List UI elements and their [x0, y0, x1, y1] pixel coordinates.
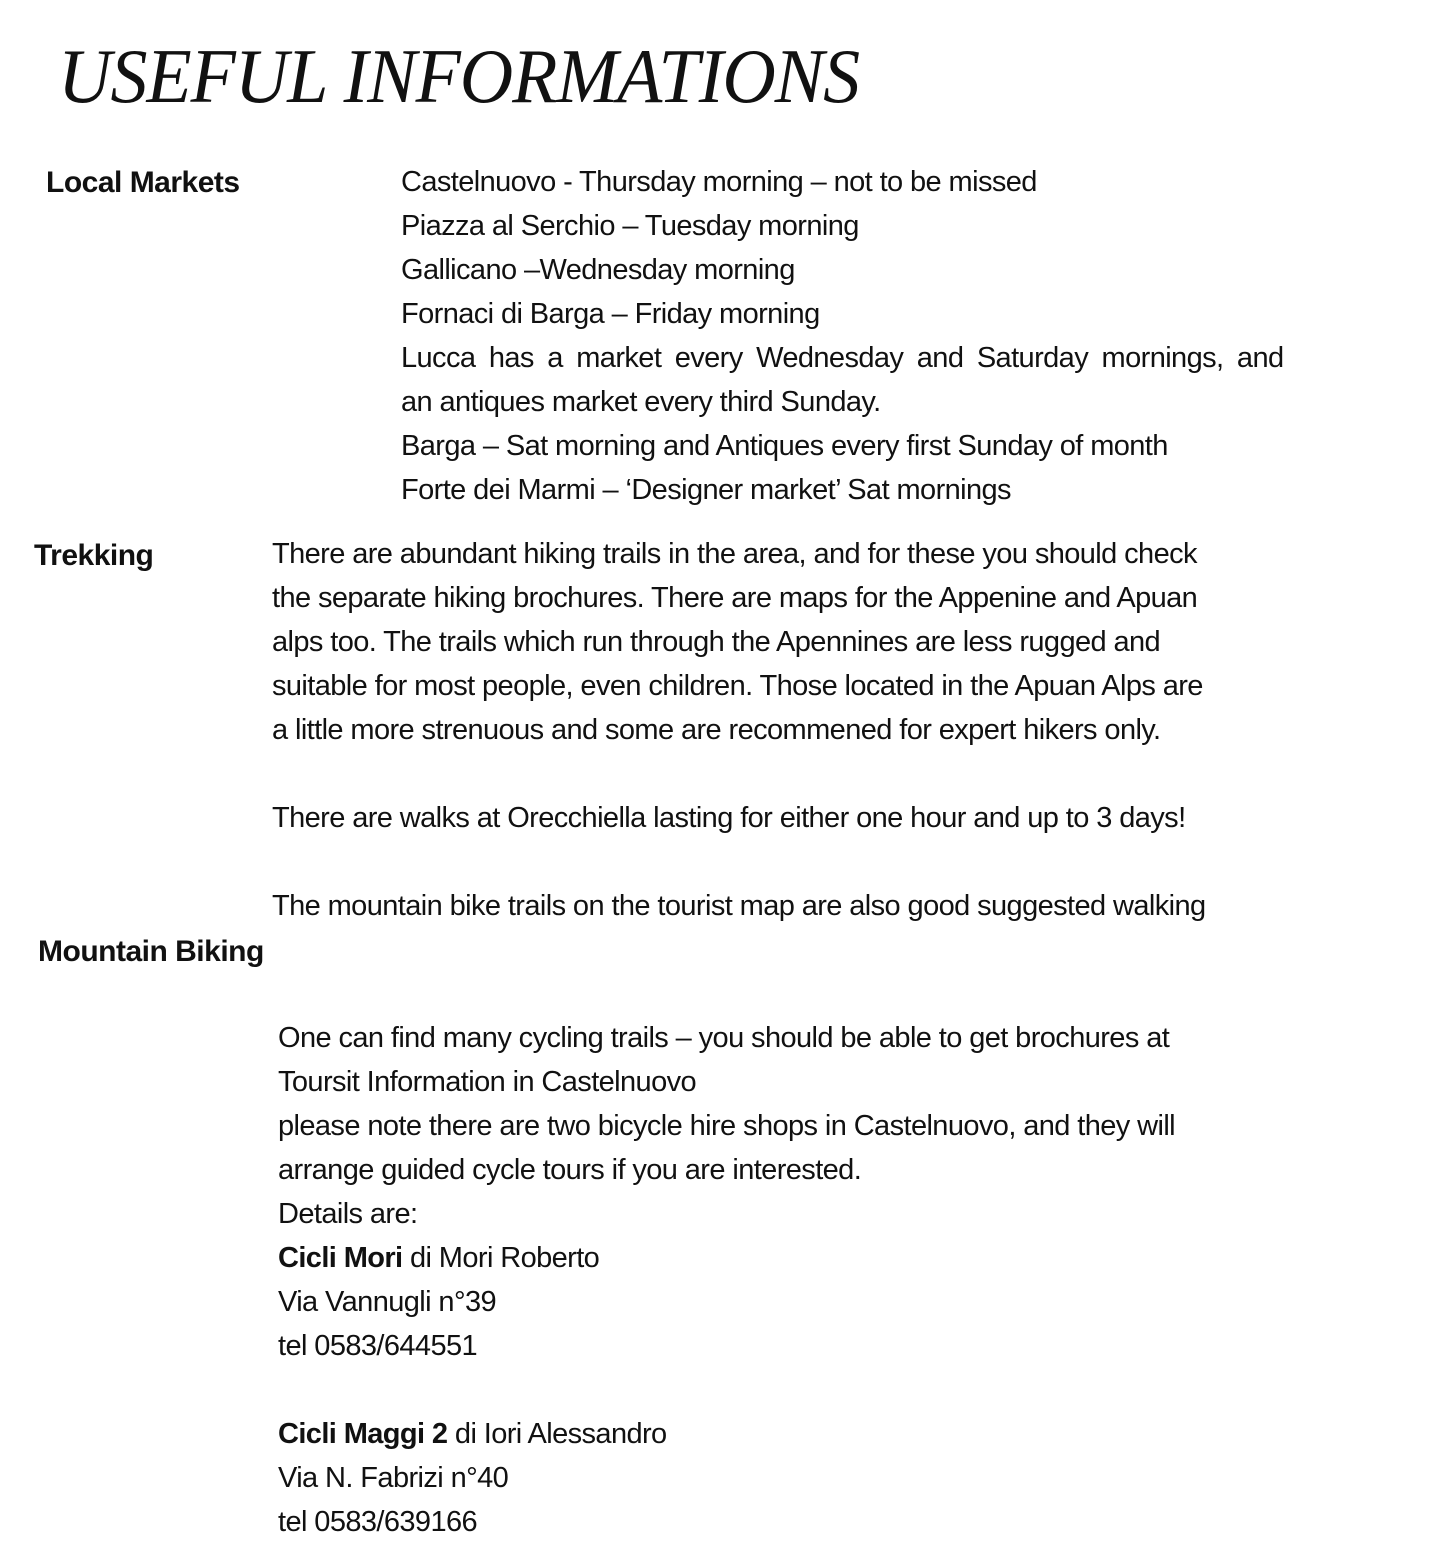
trekking-bike-trails: The mountain bike trails on the tourist map are also good suggested walking — [272, 890, 1206, 922]
market-line: Castelnuovo - Thursday morning – not to be missed — [401, 166, 1037, 198]
trekking-text — [272, 532, 1206, 928]
shop-tel: tel 0583/639166 — [278, 1506, 478, 1538]
shop-name-line — [278, 1236, 1175, 1280]
mountain-biking-text — [278, 1016, 1175, 1544]
page-title: USEFUL INFORMATIONS — [58, 33, 860, 120]
biking-line: Details are: — [278, 1198, 418, 1230]
market-line: Gallicano –Wednesday morning — [401, 254, 795, 286]
trekking-heading: Trekking — [34, 539, 154, 572]
market-line: Barga – Sat morning and Antiques every first Sunday of month — [401, 430, 1168, 462]
market-line: Lucca has a market every Wednesday and Saturday mornings, and — [401, 342, 1284, 374]
market-line: an antiques market every third Sunday. — [401, 386, 881, 418]
trekking-line: suitable for most people, even children. Those located in the Apuan Alps are — [272, 670, 1203, 702]
market-line: Fornaci di Barga – Friday morning — [401, 298, 820, 330]
shop-owner: di Mori Roberto — [402, 1242, 600, 1274]
trekking-line: the separate hiking brochures. There are maps for the Appenine and Apuan — [272, 582, 1198, 614]
local-markets-heading: Local Markets — [46, 166, 240, 199]
biking-line: please note there are two bicycle hire shops in Castelnuovo, and they will — [278, 1110, 1176, 1142]
market-line: Forte dei Marmi – ‘Designer market’ Sat mornings — [401, 474, 1011, 506]
mountain-biking-heading: Mountain Biking — [38, 935, 264, 968]
trekking-walks: There are walks at Orecchiella lasting for either one hour and up to 3 days! — [272, 802, 1186, 834]
biking-line: One can find many cycling trails – you should be able to get brochures at — [278, 1022, 1170, 1054]
local-markets-list — [401, 160, 1284, 512]
biking-line: Toursit Information in Castelnuovo — [278, 1066, 697, 1098]
trekking-line: alps too. The trails which run through the Apennines are less rugged and — [272, 626, 1161, 658]
biking-line: arrange guided cycle tours if you are interested. — [278, 1154, 862, 1186]
market-line: Piazza al Serchio – Tuesday morning — [401, 210, 859, 242]
shop-name: Cicli Maggi 2 — [278, 1418, 448, 1450]
shop-owner: di Iori Alessandro — [447, 1418, 667, 1450]
shop-tel: tel 0583/644551 — [278, 1330, 478, 1362]
trekking-line: There are abundant hiking trails in the area, and for these you should check — [272, 538, 1197, 570]
trekking-line: a little more strenuous and some are recommened for expert hikers only. — [272, 714, 1161, 746]
shop-name: Cicli Mori — [278, 1242, 403, 1274]
shop-address: Via N. Fabrizi n°40 — [278, 1462, 509, 1494]
shop-name-line — [278, 1412, 1175, 1456]
shop-address: Via Vannugli n°39 — [278, 1286, 497, 1318]
